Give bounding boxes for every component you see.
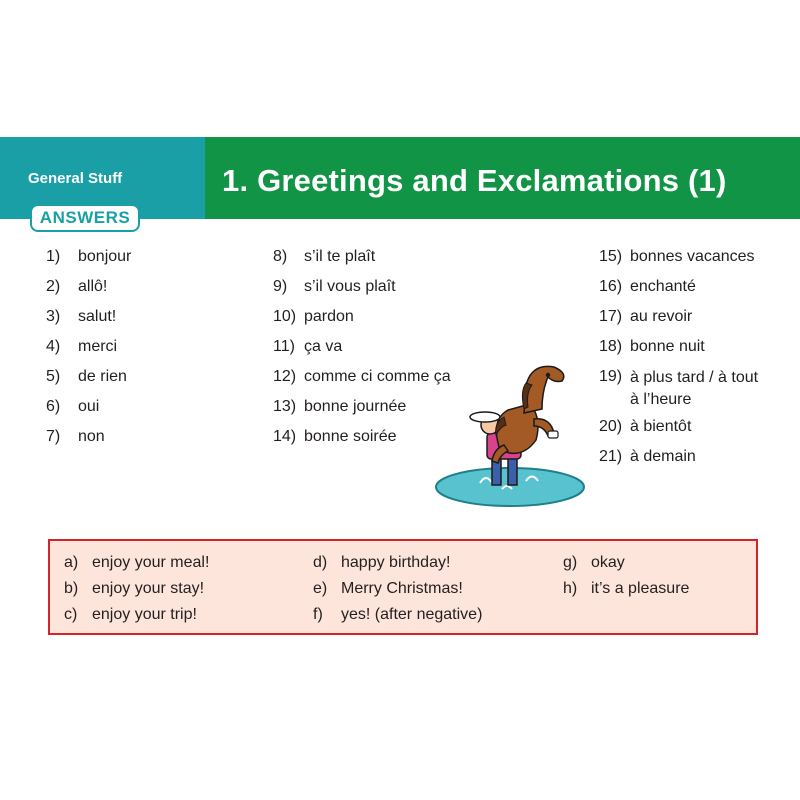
answer-text: s’il te plaît bbox=[304, 248, 376, 265]
vocabulary-letter: c) bbox=[64, 606, 78, 623]
answer-number: 14) bbox=[273, 428, 297, 445]
answer-text: non bbox=[78, 428, 105, 445]
answer-number: 18) bbox=[599, 338, 623, 355]
answer-text: au revoir bbox=[630, 308, 693, 325]
answer-number: 8) bbox=[273, 248, 288, 265]
answer-number: 10) bbox=[273, 308, 297, 325]
answer-number: 15) bbox=[599, 248, 623, 265]
answer-number: 4) bbox=[46, 338, 61, 355]
answer-text: pardon bbox=[304, 308, 354, 325]
vocabulary-text: okay bbox=[591, 554, 625, 571]
vocabulary-letter: e) bbox=[313, 580, 328, 597]
answers-badge bbox=[30, 204, 140, 232]
horse-neck-head bbox=[524, 366, 564, 413]
answer-number: 11) bbox=[273, 338, 295, 355]
answer-text: bonne nuit bbox=[630, 338, 705, 355]
answer-text: salut! bbox=[78, 308, 117, 325]
answer-number: 17) bbox=[599, 308, 623, 325]
answer-text: bonnes vacances bbox=[630, 248, 755, 265]
horse-hoof bbox=[548, 431, 558, 438]
answer-text: à plus tard / à tout à l’heure bbox=[630, 369, 759, 408]
answer-text: allô! bbox=[78, 278, 108, 295]
vocabulary-text: Merry Christmas! bbox=[341, 580, 463, 597]
answer-number: 13) bbox=[273, 398, 297, 415]
answer-text: enchanté bbox=[630, 278, 696, 295]
answer-text: oui bbox=[78, 398, 100, 415]
answer-text: bonne journée bbox=[304, 398, 407, 415]
vocabulary-text: enjoy your stay! bbox=[92, 580, 205, 597]
answer-number: 7) bbox=[46, 428, 61, 445]
vocabulary-letter: d) bbox=[313, 554, 328, 571]
answer-number: 2) bbox=[46, 278, 61, 295]
answer-number: 12) bbox=[273, 368, 297, 385]
answer-text: à bientôt bbox=[630, 418, 692, 435]
horse-eye bbox=[546, 373, 550, 377]
section-label: General Stuff bbox=[28, 170, 123, 187]
cowboy-hat bbox=[470, 412, 500, 422]
vocabulary-text: it’s a pleasure bbox=[591, 580, 690, 597]
answer-text: s’il vous plaît bbox=[304, 278, 396, 295]
vocabulary-letter: g) bbox=[563, 554, 578, 571]
answer-text: ça va bbox=[304, 338, 343, 355]
vocabulary-text: yes! (after negative) bbox=[341, 606, 483, 623]
page-title: 1. Greetings and Exclamations (1) bbox=[222, 163, 727, 198]
vocabulary-letter: f) bbox=[313, 606, 323, 623]
vocabulary-box bbox=[48, 539, 758, 635]
vocabulary-text: enjoy your meal! bbox=[92, 554, 210, 571]
answer-number: 5) bbox=[46, 368, 61, 385]
vocabulary-letter: a) bbox=[64, 554, 79, 571]
answer-text: comme ci comme ça bbox=[304, 368, 451, 385]
answer-number: 6) bbox=[46, 398, 61, 415]
vocabulary-letter: b) bbox=[64, 580, 79, 597]
cowboy-carrying-horse-illustration bbox=[430, 355, 590, 510]
vocabulary-letter: h) bbox=[563, 580, 578, 597]
answer-number: 1) bbox=[46, 248, 61, 265]
answer-text: bonne soirée bbox=[304, 428, 397, 445]
answer-number: 19) bbox=[599, 368, 623, 385]
vocabulary-text: happy birthday! bbox=[341, 554, 451, 571]
answer-number: 16) bbox=[599, 278, 623, 295]
answer-text: à demain bbox=[630, 448, 696, 465]
vocabulary-text: enjoy your trip! bbox=[92, 606, 197, 623]
answer-number: 3) bbox=[46, 308, 61, 325]
answer-text: merci bbox=[78, 338, 118, 355]
answer-text: bonjour bbox=[78, 248, 132, 265]
answer-number: 20) bbox=[599, 418, 623, 435]
answer-text: de rien bbox=[78, 368, 127, 385]
answers-badge-label: ANSWERS bbox=[39, 208, 131, 227]
answer-number: 21) bbox=[599, 448, 623, 465]
answer-number: 9) bbox=[273, 278, 288, 295]
